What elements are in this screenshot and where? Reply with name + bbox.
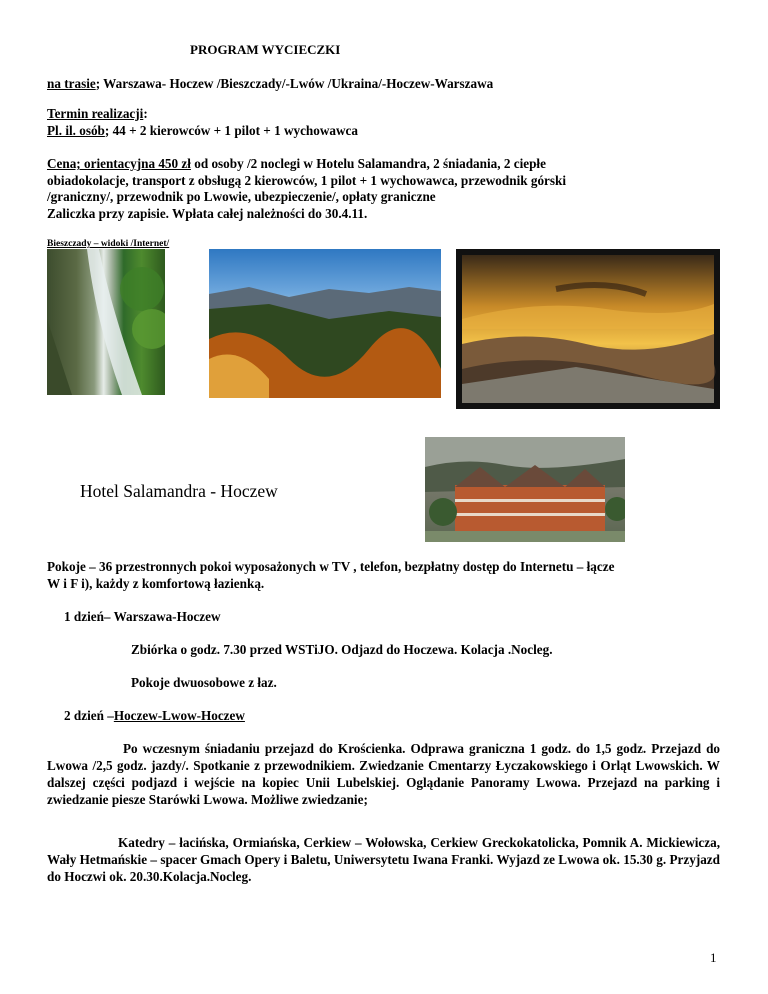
day2-paragraph-1: Po wczesnym śniadaniu przejazd do Krościenka. Odprawa graniczna 1 godz. do 1,5 godz. Przejazd do Lwowa /2,5 godz. jazdy/. Spotkanie z przewodnikiem. Zwiedzanie Cmentarzy Łyczakowskiego i Orląt Lwowskich. W dalszej części podjazd i wejście na kopiec Unii Lubelskiej. Oglądanie Panoramy Lwowa. Przejazd na parking i zwiedzanie piesze Starówki Lwowa. Możliwe zwiedzanie;	[47, 741, 720, 807]
waterfall-photo	[47, 249, 165, 395]
day2-paragraph-2: Katedry – łacińska, Ormiańska, Cerkiew – Wołowska, Cerkiew Greckokatolicka, Pomnik A. Mickiewicza, Wały Hetmańskie – spacer Gmach Opery i Baletu, Uniwersytetu Iwana Franki. Wyjazd ze Lwowa ok. 15.30 g. Przyjazd do Hoczwi ok. 20.30.Kolacja.Nocleg.	[47, 835, 720, 884]
route-label: na trasie	[47, 76, 96, 91]
day1-rooms: Pokoje dwuosobowe z łaz.	[131, 675, 277, 690]
price-line-3: /graniczny/, przewodnik po Lwowie, ubezpieczenie/, opłaty graniczne	[47, 189, 436, 204]
page-number: 1	[710, 950, 717, 965]
day2-prefix: 2 dzień –	[64, 708, 114, 723]
hotel-title: Hotel Salamandra - Hoczew	[80, 481, 278, 501]
route-line	[47, 76, 493, 92]
day1-meeting: Zbiórka o godz. 7.30 przed WSTiJO. Odjazd do Hoczewa. Kolacja .Nocleg.	[131, 642, 553, 657]
deposit-line: Zaliczka przy zapisie. Wpłata całej należności do 30.4.11.	[47, 206, 368, 221]
price-label: Cena; orientacyjna 450 zł	[47, 156, 191, 171]
term-label: Termin realizacji	[47, 106, 144, 121]
hotel-photo	[425, 437, 625, 542]
price-line	[47, 156, 546, 172]
rooms-line-2: W i F i), każdy z komfortową łazienką.	[47, 576, 265, 591]
rooms-line-1: Pokoje – 36 przestronnych pokoi wyposażonych w TV , telefon, bezpłatny dostęp do Internetu – łącze	[47, 559, 615, 574]
day2-route: Hoczew-Lwow-Hoczew	[113, 708, 245, 723]
people-line	[47, 123, 358, 139]
page-title: PROGRAM WYCIECZKI	[190, 42, 341, 57]
price-line-2: obiadokolacje, transport z obsługą 2 kierowców, 1 pilot + 1 wychowawca, przewodnik górski	[47, 173, 567, 188]
autumn-mountains-photo	[209, 249, 441, 398]
day2-title	[64, 708, 245, 724]
gallery-caption: Bieszczady – widoki /Internet/	[47, 239, 170, 249]
route-text: ; Warszawa- Hoczew /Bieszczady/-Lwów /Ukraina/-Hoczew-Warszawa	[95, 76, 494, 91]
people-text: ; 44 + 2 kierowców + 1 pilot + 1 wychowawca	[104, 123, 358, 138]
price-text: od osoby /2 noclegi w Hotelu Salamandra, 2 śniadania, 2 ciepłe	[190, 156, 546, 171]
term-colon: :	[143, 106, 148, 121]
term-line	[47, 106, 148, 122]
people-label: Pl. il. osób	[47, 123, 105, 138]
sunset-photo	[456, 249, 720, 409]
day1-title: 1 dzień– Warszawa-Hoczew	[64, 609, 221, 624]
